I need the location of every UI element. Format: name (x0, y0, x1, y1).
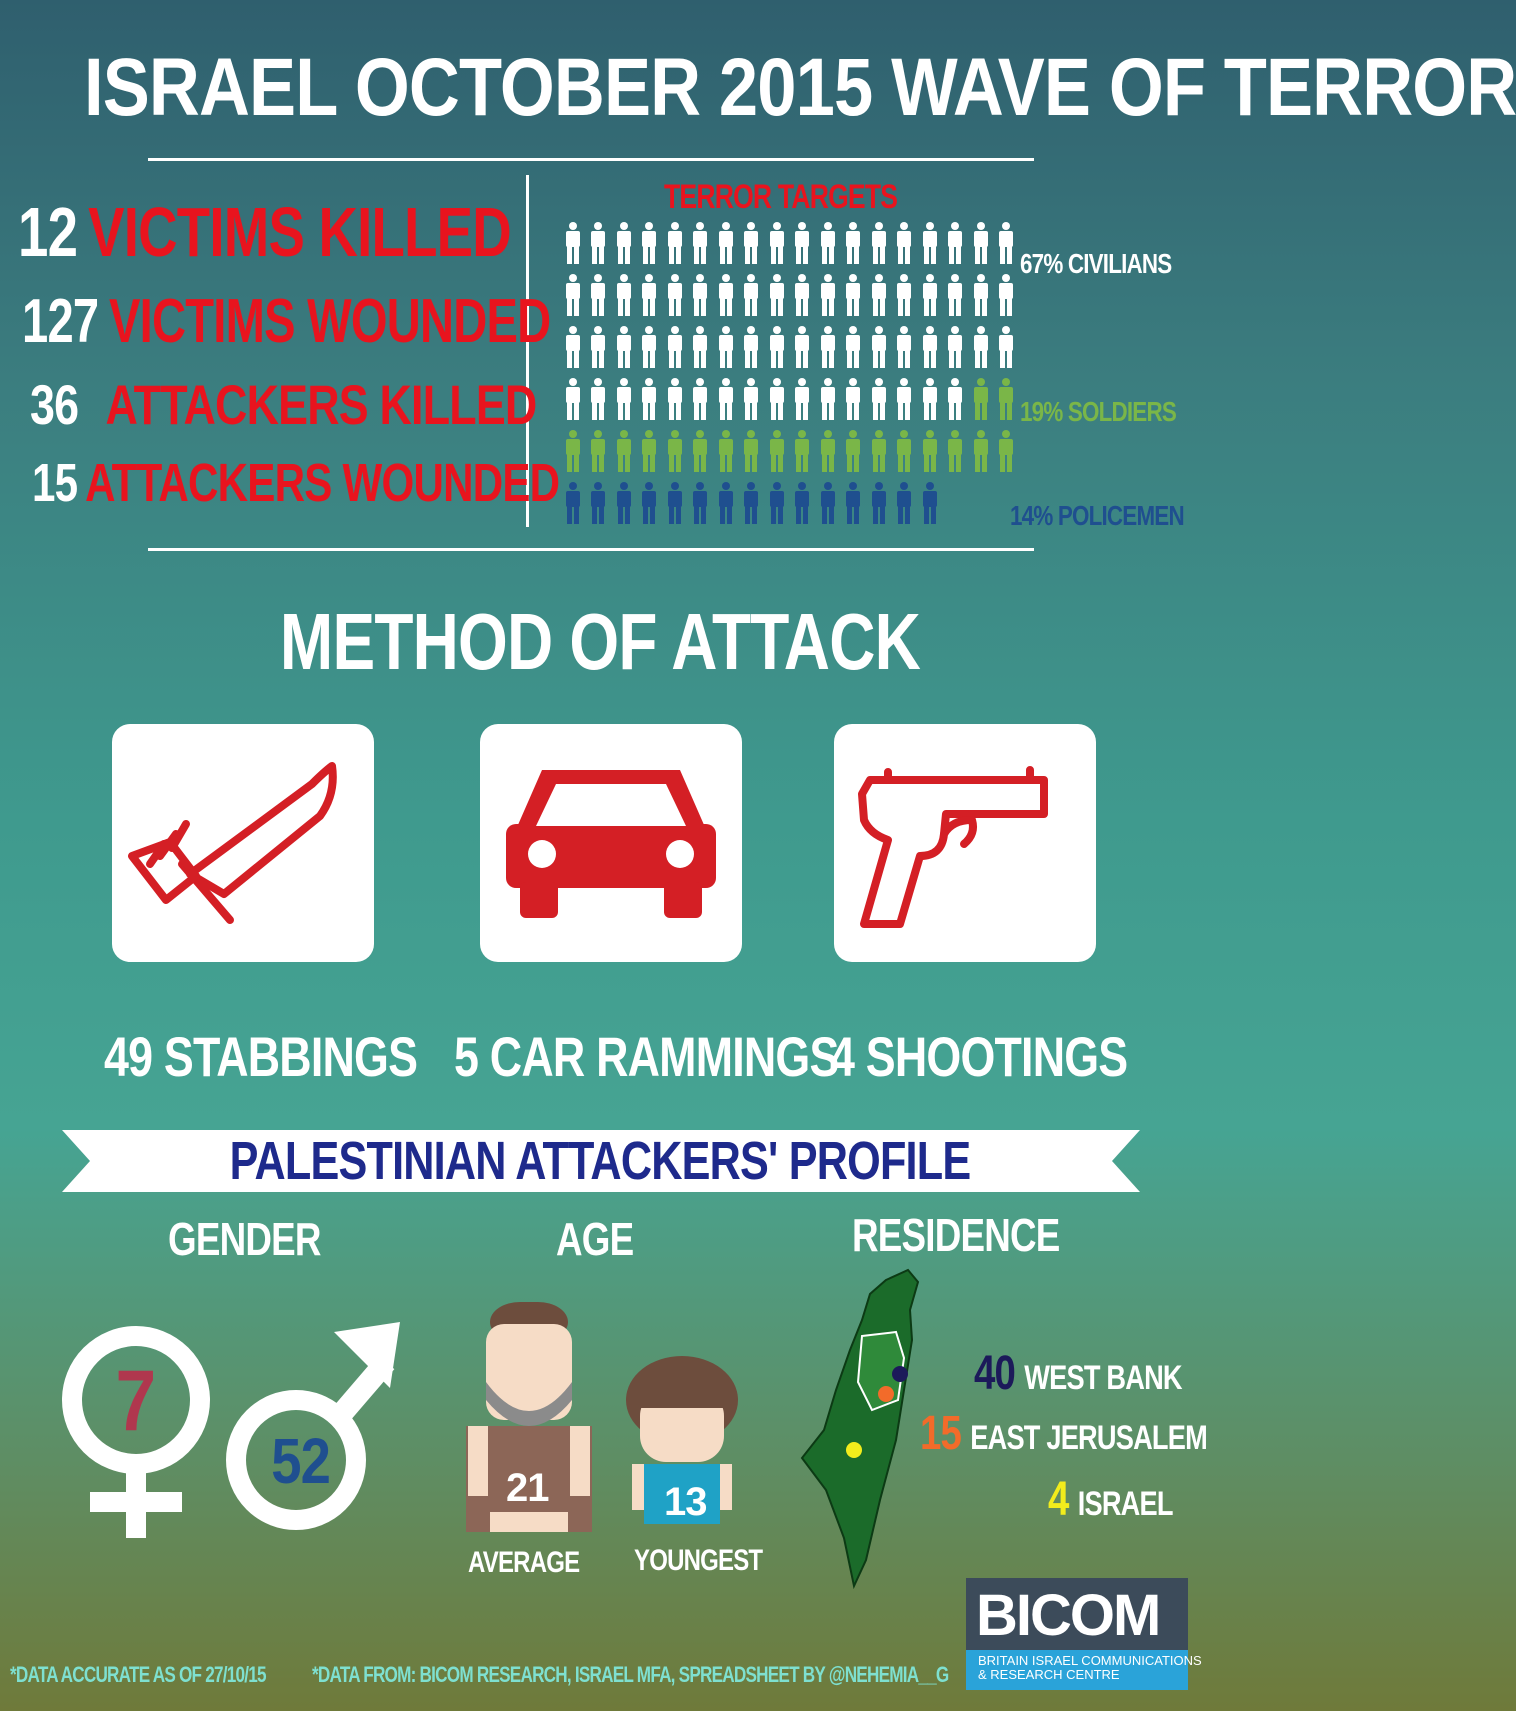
person-icon (841, 326, 867, 368)
stat-number: 36 (30, 373, 79, 436)
person-icon (815, 482, 841, 524)
divider-bottom (148, 548, 1034, 551)
residence-place: EAST JERUSALEM (970, 1419, 1207, 1457)
person-icon (968, 274, 994, 316)
person-icon (688, 430, 714, 472)
legend-soldiers: 19% SOLDIERS (1020, 396, 1176, 427)
person-icon (917, 378, 943, 420)
person-icon (637, 430, 663, 472)
person-icon (560, 482, 586, 524)
logo-subtitle-line2: & RESEARCH CENTRE (978, 1667, 1120, 1682)
person-icon (943, 274, 969, 316)
divider-top (148, 158, 1034, 161)
stat-label: ATTACKERS WOUNDED (85, 453, 560, 513)
profile-title: PALESTINIAN ATTACKERS' PROFILE (229, 1131, 971, 1191)
person-icon (560, 378, 586, 420)
residence-count: 15 (920, 1407, 962, 1460)
person-icon (637, 222, 663, 264)
stat-victims-killed (18, 192, 511, 272)
person-icon (688, 274, 714, 316)
logo-subtitle-line1: BRITAIN ISRAEL COMMUNICATIONS (978, 1653, 1202, 1668)
person-icon (892, 326, 918, 368)
residence-west-bank (974, 1346, 1182, 1401)
person-icon (611, 274, 637, 316)
person-icon (841, 222, 867, 264)
person-icon (841, 430, 867, 472)
person-icon (688, 326, 714, 368)
person-icon (662, 274, 688, 316)
person-icon (637, 274, 663, 316)
person-icon (790, 378, 816, 420)
residence-place: WEST BANK (1024, 1359, 1182, 1397)
residence-place: ISRAEL (1077, 1485, 1173, 1523)
bicom-logo (966, 1578, 1202, 1690)
person-icon (917, 430, 943, 472)
terror-targets-title: TERROR TARGETS (664, 178, 898, 216)
age-youngest-value: 13 (664, 1480, 707, 1524)
person-icon (764, 482, 790, 524)
stat-attackers-killed (30, 372, 536, 437)
person-icon (637, 482, 663, 524)
person-icon (611, 222, 637, 264)
person-icon (662, 430, 688, 472)
person-icon (815, 222, 841, 264)
person-icon (637, 326, 663, 368)
person-icon (892, 482, 918, 524)
person-icon (586, 326, 612, 368)
gun-icon (834, 724, 1096, 962)
person-icon (790, 274, 816, 316)
method-label-car-rammings: 5 CAR RAMMINGS (454, 1025, 839, 1088)
person-icon (662, 326, 688, 368)
page-title: ISRAEL OCTOBER 2015 WAVE OF TERROR (84, 42, 1516, 133)
person-icon (892, 378, 918, 420)
person-icon (790, 326, 816, 368)
person-icon (586, 222, 612, 264)
person-icon (713, 222, 739, 264)
residence-count: 40 (974, 1347, 1016, 1400)
logo-name: BICOM (976, 1583, 1160, 1648)
person-icon (586, 274, 612, 316)
person-icon (764, 274, 790, 316)
person-icon (662, 222, 688, 264)
person-icon (994, 378, 1020, 420)
age-heading: AGE (556, 1213, 634, 1265)
female-count: 7 (115, 1353, 156, 1449)
stat-number: 15 (32, 453, 78, 513)
person-icon (866, 482, 892, 524)
person-icon (968, 378, 994, 420)
person-icon (968, 430, 994, 472)
person-icon (841, 274, 867, 316)
person-icon (611, 378, 637, 420)
person-icon (739, 326, 765, 368)
person-icon (611, 482, 637, 524)
stat-victims-wounded (22, 286, 550, 357)
person-icon (917, 222, 943, 264)
stat-label: ATTACKERS KILLED (105, 373, 537, 436)
age-average-value: 21 (506, 1466, 549, 1510)
person-icon (994, 222, 1020, 264)
person-icon (739, 378, 765, 420)
person-icon (611, 326, 637, 368)
person-icon (815, 430, 841, 472)
person-icon (688, 482, 714, 524)
person-icon (688, 378, 714, 420)
person-icon (713, 274, 739, 316)
person-icon (917, 482, 943, 524)
person-icon (866, 430, 892, 472)
residence-east-jerusalem (920, 1406, 1207, 1461)
residence-israel (1048, 1472, 1173, 1527)
person-icon (739, 430, 765, 472)
person-icon (917, 326, 943, 368)
person-icon (713, 326, 739, 368)
person-icon (841, 482, 867, 524)
person-icon (662, 482, 688, 524)
person-icon (866, 274, 892, 316)
person-icon (637, 378, 663, 420)
gun-bubble (834, 724, 1096, 962)
car-icon (480, 724, 742, 962)
person-icon (866, 378, 892, 420)
age-youngest-label: YOUNGEST (634, 1544, 763, 1577)
people-grid (560, 222, 1020, 534)
footer-accuracy: *DATA ACCURATE AS OF 27/10/15 (10, 1662, 266, 1687)
residence-heading: RESIDENCE (852, 1209, 1060, 1261)
residence-count: 4 (1048, 1473, 1069, 1526)
person-icon (790, 430, 816, 472)
person-icon (586, 482, 612, 524)
person-icon (560, 222, 586, 264)
person-icon (892, 222, 918, 264)
person-icon (586, 430, 612, 472)
stat-label: VICTIMS WOUNDED (108, 287, 551, 356)
person-icon (713, 430, 739, 472)
person-icon (968, 222, 994, 264)
person-icon (815, 326, 841, 368)
person-icon (611, 430, 637, 472)
stat-attackers-wounded (32, 452, 559, 514)
age-average-label: AVERAGE (468, 1546, 580, 1579)
person-icon (764, 378, 790, 420)
method-label-stabbings: 49 STABBINGS (104, 1025, 418, 1088)
person-icon (764, 222, 790, 264)
person-icon (866, 326, 892, 368)
person-icon (968, 326, 994, 368)
person-icon (841, 378, 867, 420)
logo-subtitle (978, 1654, 1202, 1682)
person-icon (943, 326, 969, 368)
person-icon (586, 378, 612, 420)
person-icon (943, 430, 969, 472)
person-icon (815, 378, 841, 420)
legend-civilians: 67% CIVILIANS (1020, 248, 1172, 279)
person-icon (994, 326, 1020, 368)
person-icon (739, 222, 765, 264)
gender-heading: GENDER (168, 1213, 321, 1265)
method-label-shootings: 4 SHOOTINGS (830, 1025, 1128, 1088)
person-icon (560, 326, 586, 368)
stat-label: VICTIMS KILLED (88, 193, 511, 271)
person-icon (790, 222, 816, 264)
knife-icon (112, 724, 374, 962)
person-icon (815, 274, 841, 316)
person-icon (713, 482, 739, 524)
person-icon (892, 430, 918, 472)
knife-bubble (112, 724, 374, 962)
person-icon (943, 378, 969, 420)
person-icon (662, 378, 688, 420)
person-icon (739, 274, 765, 316)
person-icon (994, 274, 1020, 316)
person-icon (994, 430, 1020, 472)
person-icon (866, 222, 892, 264)
legend-policemen: 14% POLICEMEN (1010, 500, 1184, 531)
person-icon (560, 430, 586, 472)
person-icon (713, 378, 739, 420)
person-icon (917, 274, 943, 316)
footer-source: *DATA FROM: BICOM RESEARCH, ISRAEL MFA, SPREADSHEET BY @NEHEMIA__G (312, 1662, 949, 1687)
person-icon (790, 482, 816, 524)
stat-number: 127 (22, 287, 99, 356)
person-icon (943, 222, 969, 264)
person-icon (688, 222, 714, 264)
method-title: METHOD OF ATTACK (279, 597, 921, 686)
male-count: 52 (271, 1425, 330, 1497)
car-bubble (480, 724, 742, 962)
person-icon (560, 274, 586, 316)
person-icon (764, 430, 790, 472)
person-icon (764, 326, 790, 368)
person-icon (892, 274, 918, 316)
stat-number: 12 (18, 193, 78, 271)
person-icon (739, 482, 765, 524)
